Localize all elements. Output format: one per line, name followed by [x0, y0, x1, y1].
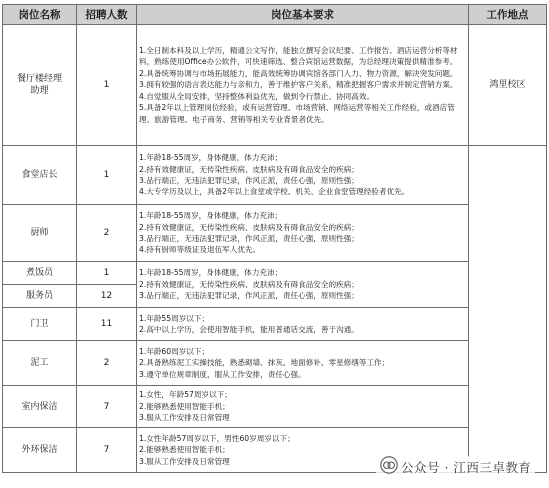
headcount: 1: [77, 262, 137, 285]
header-count: 招聘人数: [77, 5, 137, 25]
table-header-row: [3, 5, 547, 25]
recruitment-table: [2, 4, 547, 473]
requirement-line: 2.持有效健康证，无传染性疾病、皮肤病及有碍食品安全的疾病；: [139, 222, 359, 232]
requirement-line: 4.持有厨师等级证及退伍军人优先。: [139, 245, 261, 255]
table-row: [3, 262, 547, 285]
wechat-official-account-icon: [380, 456, 398, 478]
requirement-line: 2.具备熟练泥工实操技能，熟悉砌墙、抹灰、地面修补、零星修缮等工作；: [139, 358, 390, 368]
headcount: 1: [77, 146, 137, 205]
headcount: 7: [77, 386, 137, 428]
requirements-cell: [137, 308, 469, 341]
table-row: [3, 146, 547, 205]
requirements-cell: [137, 205, 469, 262]
watermark-text: 公众号 · 江西三卓教育: [401, 460, 532, 475]
table-row: [3, 341, 547, 386]
requirement-line: 4.自觉服从全局安排，坚持整体利益优先，做到令行禁止、协同高效。: [139, 91, 375, 101]
requirement-line: 2.持有效健康证，无传染性疾病、皮肤病及有碍食品安全的疾病；: [139, 164, 359, 174]
position-name: 餐厅楼经理 助理: [3, 25, 77, 146]
requirement-line: 1.女性年龄57周岁以下，男性60岁周岁以下；: [139, 433, 295, 443]
requirement-line: 2.高中以上学历，会使用智能手机，能用普通话交流，善于沟通。: [139, 325, 359, 334]
header-location: 工作地点: [469, 5, 547, 25]
requirements-cell: [137, 262, 469, 308]
requirement-line: 3.品行端正，无违法犯罪记录，作风正派，责任心强，原则性强；: [139, 234, 359, 243]
table-row: [3, 308, 547, 341]
headcount: 2: [77, 205, 137, 262]
position-name: 煮饭员: [3, 262, 77, 285]
headcount: 12: [77, 285, 137, 308]
requirement-line: 3.服从工作安排及日常管理: [139, 413, 230, 423]
requirement-line: 3.品行端正，无违法犯罪记录，作风正派，责任心强，原则性强；: [139, 176, 359, 185]
requirement-line: 1.年龄60周岁以下；: [139, 346, 210, 356]
position-name: 服务员: [3, 285, 77, 308]
requirement-line: 1.女性，年龄57周岁以下；: [139, 390, 232, 400]
requirement-line: 3.品行端正，无违法犯罪记录，作风正派，责任心强，原则性强；: [139, 291, 359, 301]
requirement-line: 1.年龄18-55周岁，身体健康，体力充沛；: [139, 211, 283, 221]
table-row: [3, 25, 547, 146]
requirement-line: 2.能够熟悉使用智能手机；: [139, 445, 230, 455]
work-location: [469, 146, 547, 473]
work-location: 鸿里校区: [469, 25, 547, 146]
headcount: 11: [77, 308, 137, 341]
position-name: 门卫: [3, 308, 77, 341]
position-name: 食堂店长: [3, 146, 77, 205]
position-name: 外环保洁: [3, 428, 77, 473]
requirement-line: 5.具备2年以上管理岗位经验，或有运营管理、市场营销、网络运营等相关工作经验，或酒店管理、旅游管理、电子商务、营销等相关专业背景者优先。: [139, 103, 455, 124]
requirement-line: 1.全日制本科及以上学历，精通公文写作，能独立撰写会议纪要、工作报告、酒店运营分析等材料，熟练使用Office办公软件，可快速筛选、整合宾馆运营数据，为总经理决策提供精准参考。: [139, 46, 458, 67]
position-name: 室内保洁: [3, 386, 77, 428]
position-name: 泥工: [3, 341, 77, 386]
requirement-line: 3.拥有较强的语言表达能力与亲和力，善于维护客户关系，精准把握客户需求并制定营销方案。: [139, 80, 458, 90]
requirement-line: 2.持有效健康证，无传染性疾病、皮肤病及有碍食品安全的疾病；: [139, 279, 359, 289]
table-row: [3, 386, 547, 428]
recruitment-table-container: [2, 4, 546, 473]
headcount: 2: [77, 341, 137, 386]
headcount: 1: [77, 25, 137, 146]
requirement-line: 1.年龄18-55周岁，身体健康，体力充沛；: [139, 153, 283, 163]
table-row: [3, 205, 547, 262]
requirement-line: 1.年龄55周岁以下；: [139, 313, 210, 323]
requirement-line: 1.年龄18-55周岁，身体健康，体力充沛；: [139, 268, 283, 278]
header-requirements: 岗位基本要求: [137, 5, 469, 25]
requirement-line: 3.服从工作安排及日常管理: [139, 456, 230, 466]
requirements-cell: [137, 25, 469, 146]
requirements-cell: [137, 341, 469, 386]
headcount: 7: [77, 428, 137, 473]
requirements-cell: [137, 386, 469, 428]
requirement-line: 3.遵守单位规章制度，服从工作安排，责任心强。: [139, 369, 306, 379]
requirement-line: 2.能够熟悉使用智能手机；: [139, 401, 230, 411]
requirement-line: 2.具备统筹协调与市场拓展能力，能高效统筹协调宾馆各部门人力、物力资源，解决突发问题。: [139, 68, 458, 78]
requirement-line: 4.大专学历及以上，具备2年以上食堂或学校、机关、企业食堂管理经验者优先。: [139, 187, 410, 197]
requirements-cell: [137, 146, 469, 205]
header-position: 岗位名称: [3, 5, 77, 25]
position-name: 厨师: [3, 205, 77, 262]
watermark: [376, 456, 535, 478]
